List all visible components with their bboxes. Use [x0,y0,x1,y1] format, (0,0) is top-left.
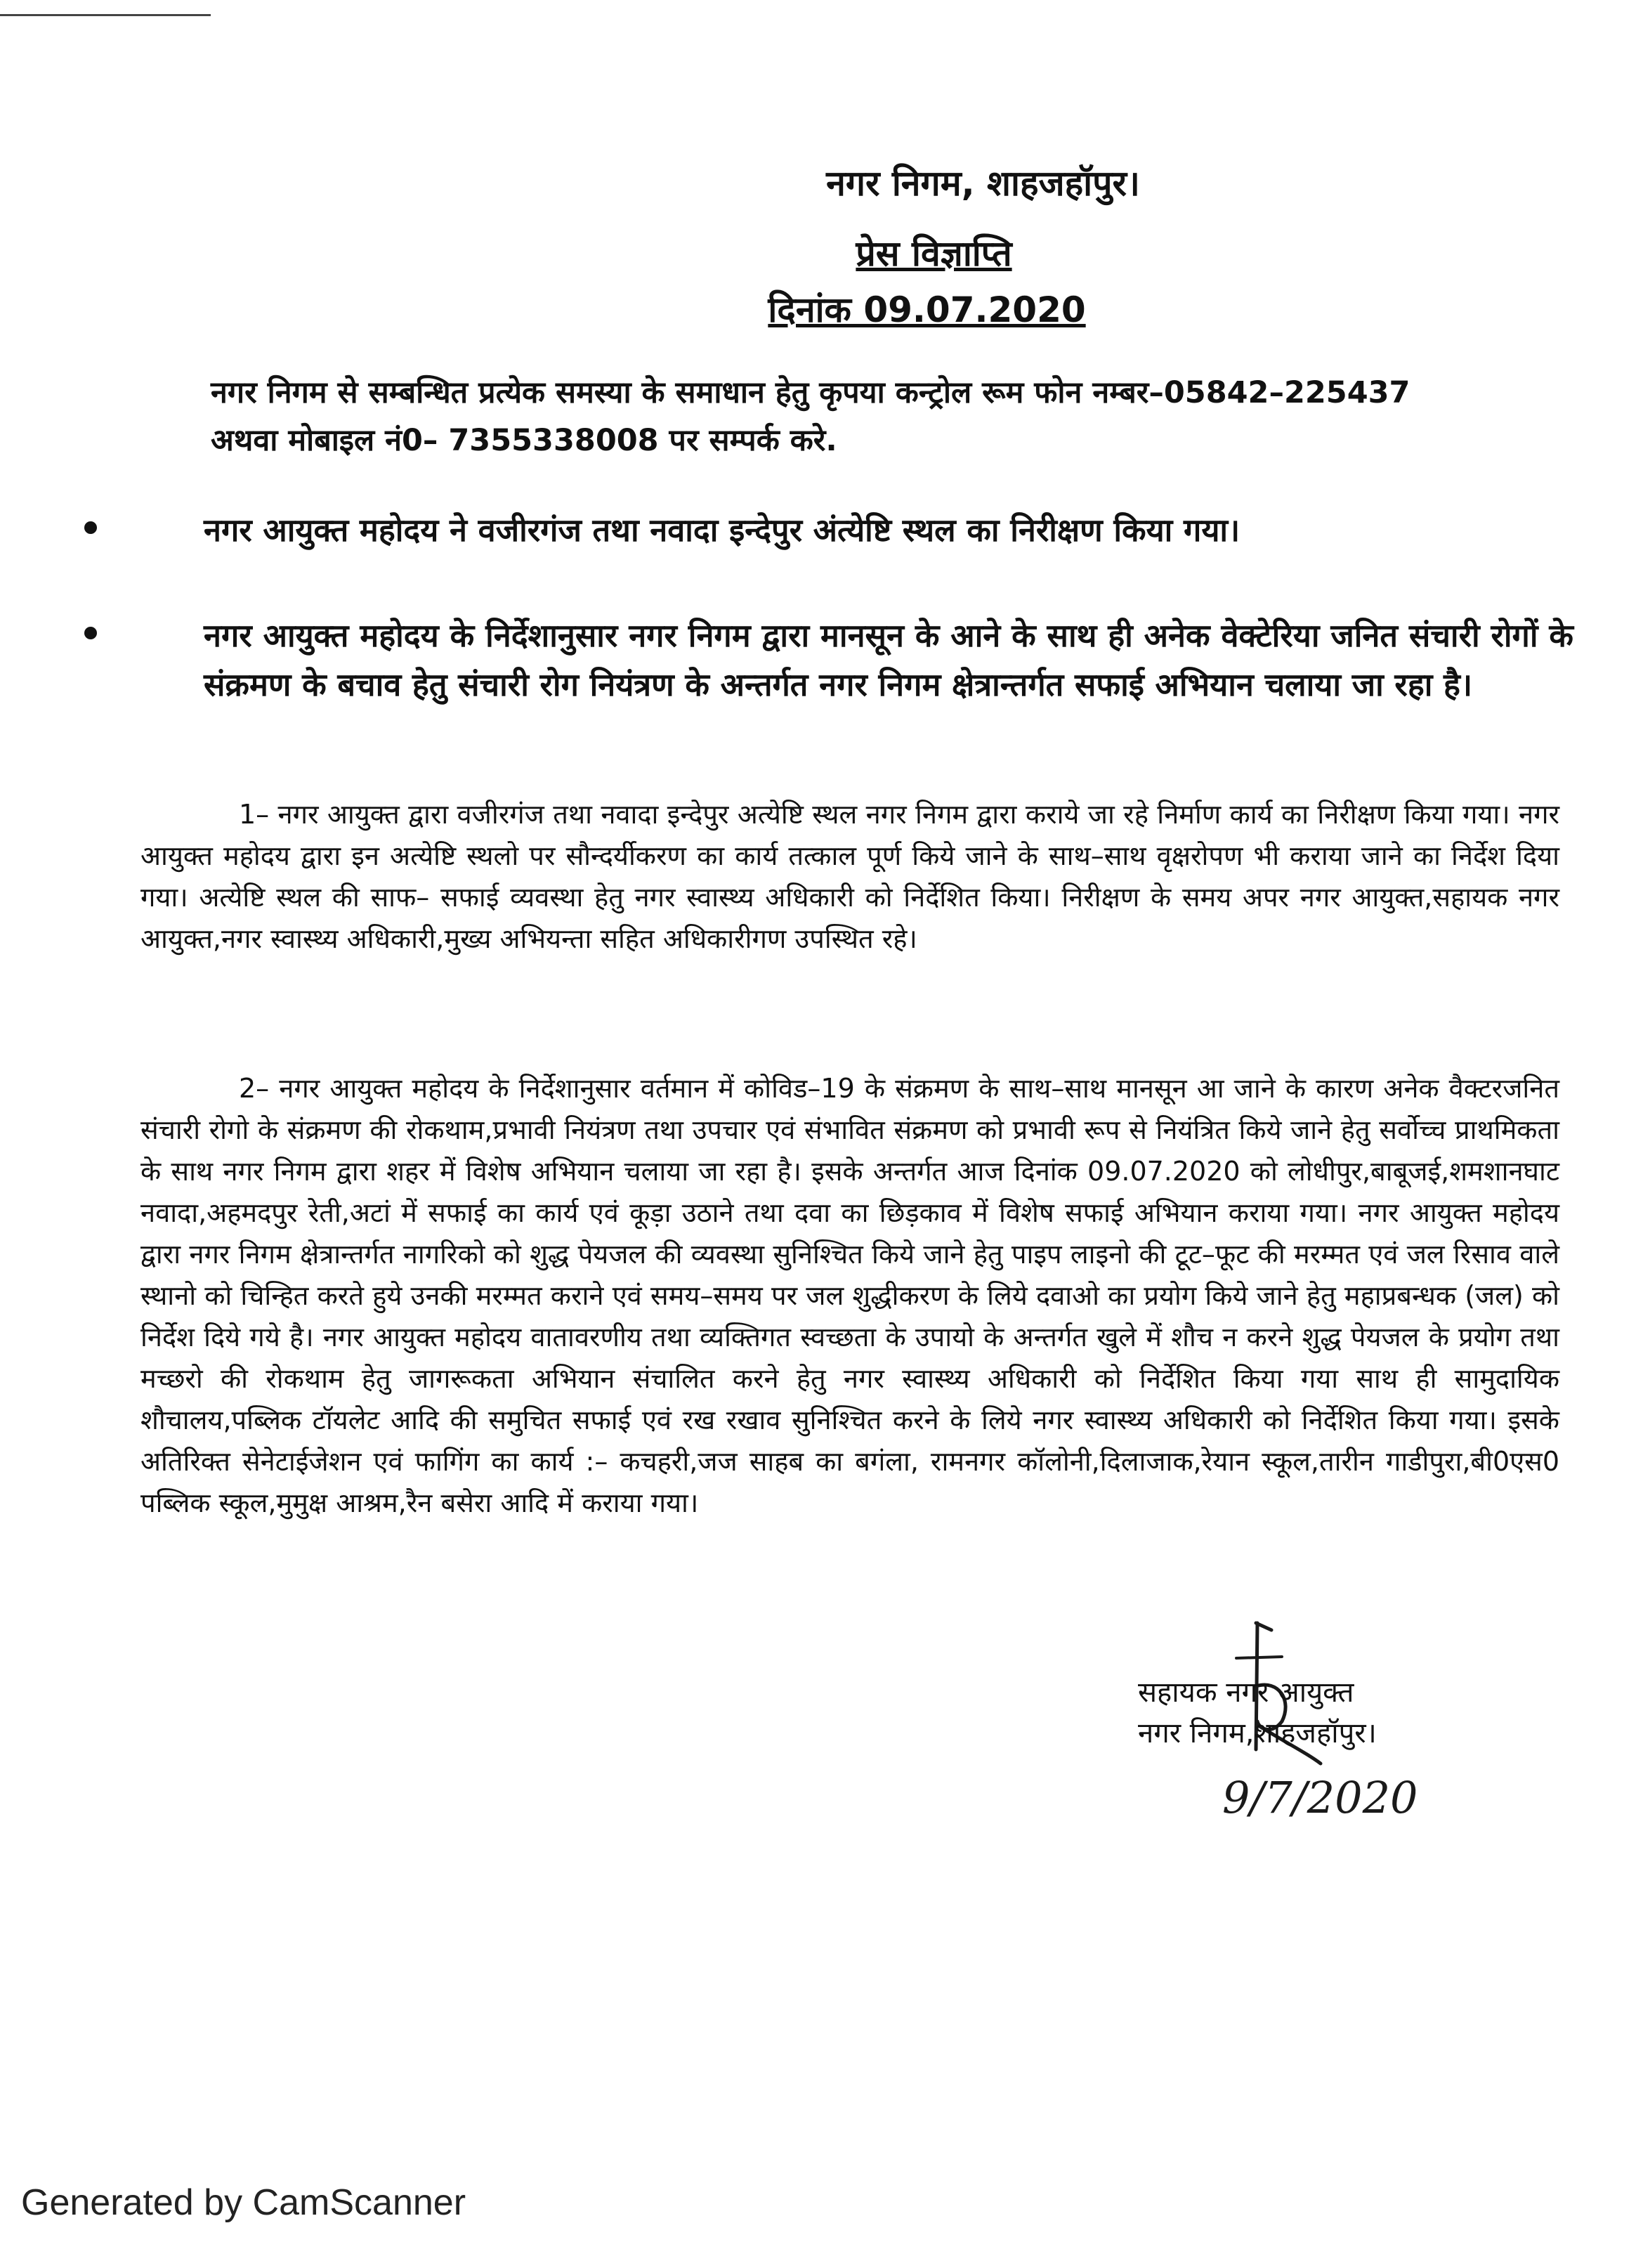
scanner-watermark: Generated by CamScanner [21,2182,466,2223]
paragraph-2: 2– नगर आयुक्त महोदय के निर्देशानुसार वर्तमान में कोविड–19 के संक्रमण के साथ–साथ मानसून आ जाने के कारण अनेक वैक्टरजनित संचारी रोगो के संक्रमण की रोकथाम,प्रभावी नियंत्रण तथा उपचार एवं संभावित संक्रमण को प्रभावी रूप से नियंत्रित किये जाने हेतु सर्वोच्च प्राथमिकता के साथ नगर निगम द्वारा शहर में विशेष अभियान चलाया जा रहा है। इसके अन्तर्गत आज दिनांक 09.07.2020 को लोधीपुर,बाबूजई,शमशानघाट नवादा,अहमदपुर रेती,अटां में सफाई का कार्य एवं कूड़ा उठाने तथा दवा का छिड़काव में विशेष सफाई अभियान कराया गया। नगर आयुक्त महोदय द्वारा नगर निगम क्षेत्रान्तर्गत नागरिको को शुद्ध पेयजल की व्यवस्था सुनिश्चित किये जाने हेतु पाइप लाइनो की टूट–फूट की मरम्मत एवं जल रिसाव वाले स्थानो को चिन्हित करते हुये उनकी मरम्मत कराने एवं समय–समय पर जल शुद्धीकरण के लिये दवाओ का प्रयोग किये जाने हेतु महाप्रबन्धक (जल) को निर्देश दिये गये है। नगर आयुक्त महोदय वातावरणीय तथा व्यक्तिगत स्वच्छता के उपायो के अन्तर्गत खुले में शौच न करने शुद्ध पेयजल के प्रयोग तथा मच्छरो की रोकथाम हेतु जागरूकता अभियान संचालित करने हेतु नगर स्वास्थ्य अधिकारी को निर्देशित किया गया साथ ही सामुदायिक शौचालय,पब्लिक टॉयलेट आदि की समुचित सफाई एवं रख रखाव सुनिश्चित करने के लिये नगर स्वास्थ्य अधिकारी को निर्देशित किया गया। इसके अतिरिक्त सेनेटाईजेशन एवं फागिंग का कार्य :– कचहरी,जज साहब का बगंला, रामनगर कॉलोनी,दिलाजाक,रेयान स्कूल,तारीन गाडीपुरा,बी0एस0 पब्लिक स्कूल,मुमुक्ष आश्रम,रैन बसेरा आदि में कराया गया। [140,1073,1559,1518]
bullet-icon [84,521,97,534]
press-release-heading: प्रेस विज्ञाप्ति [856,233,1012,274]
release-date: दिनांक 09.07.2020 [768,289,1086,330]
signatory-designation: सहायक नगर आयुक्त [1138,1676,1354,1709]
paragraph-1: 1– नगर आयुक्त द्वारा वजीरगंज तथा नवादा इन्देपुर अत्येष्टि स्थल नगर निगम द्वारा कराये जा रहे निर्माण कार्य का निरीक्षण किया गया। नगर आयुक्त महोदय द्वारा इन अत्येष्टि स्थलो पर सौन्दर्यीकरण का कार्य तत्काल पूर्ण किये जाने के साथ–साथ वृक्षरोपण भी कराया जाने का निर्देश दिया गया। अत्येष्टि स्थल की साफ– सफाई व्यवस्था हेतु नगर स्वास्थ्य अधिकारी को निर्देशित किया। निरीक्षण के समय अपर नगर आयुक्त,सहायक नगर आयुक्त,नगर स्वास्थ्य अधिकारी,मुख्य अभियन्ता सहित अधिकारीगण उपस्थित रहे। [140,799,1559,954]
svg-text:9/7/2020: 9/7/2020 [1222,1772,1418,1823]
bullet-text: नगर आयुक्त महोदय ने वजीरगंज तथा नवादा इन्देपुर अंत्येष्टि स्थल का निरीक्षण किया गया। [204,511,1241,549]
bullet-text: नगर आयुक्त महोदय के निर्देशानुसार नगर निगम द्वारा मानसून के आने के साथ ही अनेक वेक्टेरिया जनित संचारी रोगों के संक्रमण के बचाव हेतु संचारी रोग नियंत्रण के अन्तर्गत नगर निगम क्षेत्रान्तर्गत सफाई अभियान चलाया जा रहा है। [204,617,1573,703]
bullet-icon [84,627,97,639]
signatory-block [1138,1672,1503,1754]
control-room-notice: नगर निगम से सम्बन्धित प्रत्येक समस्या के समाधान हेतु कृपया कन्ट्रोल रूम फोन नम्बर–05842–225437 अथवा मोबाइल नं0– 7355338008 पर सम्पर्क करे. [211,375,1410,458]
signatory-office: नगर निगम,शाहजहॉपुर। [1138,1717,1377,1749]
scan-edge-line [0,14,211,16]
org-title: नगर निगम, शाहजहॉपुर। [826,163,1140,204]
